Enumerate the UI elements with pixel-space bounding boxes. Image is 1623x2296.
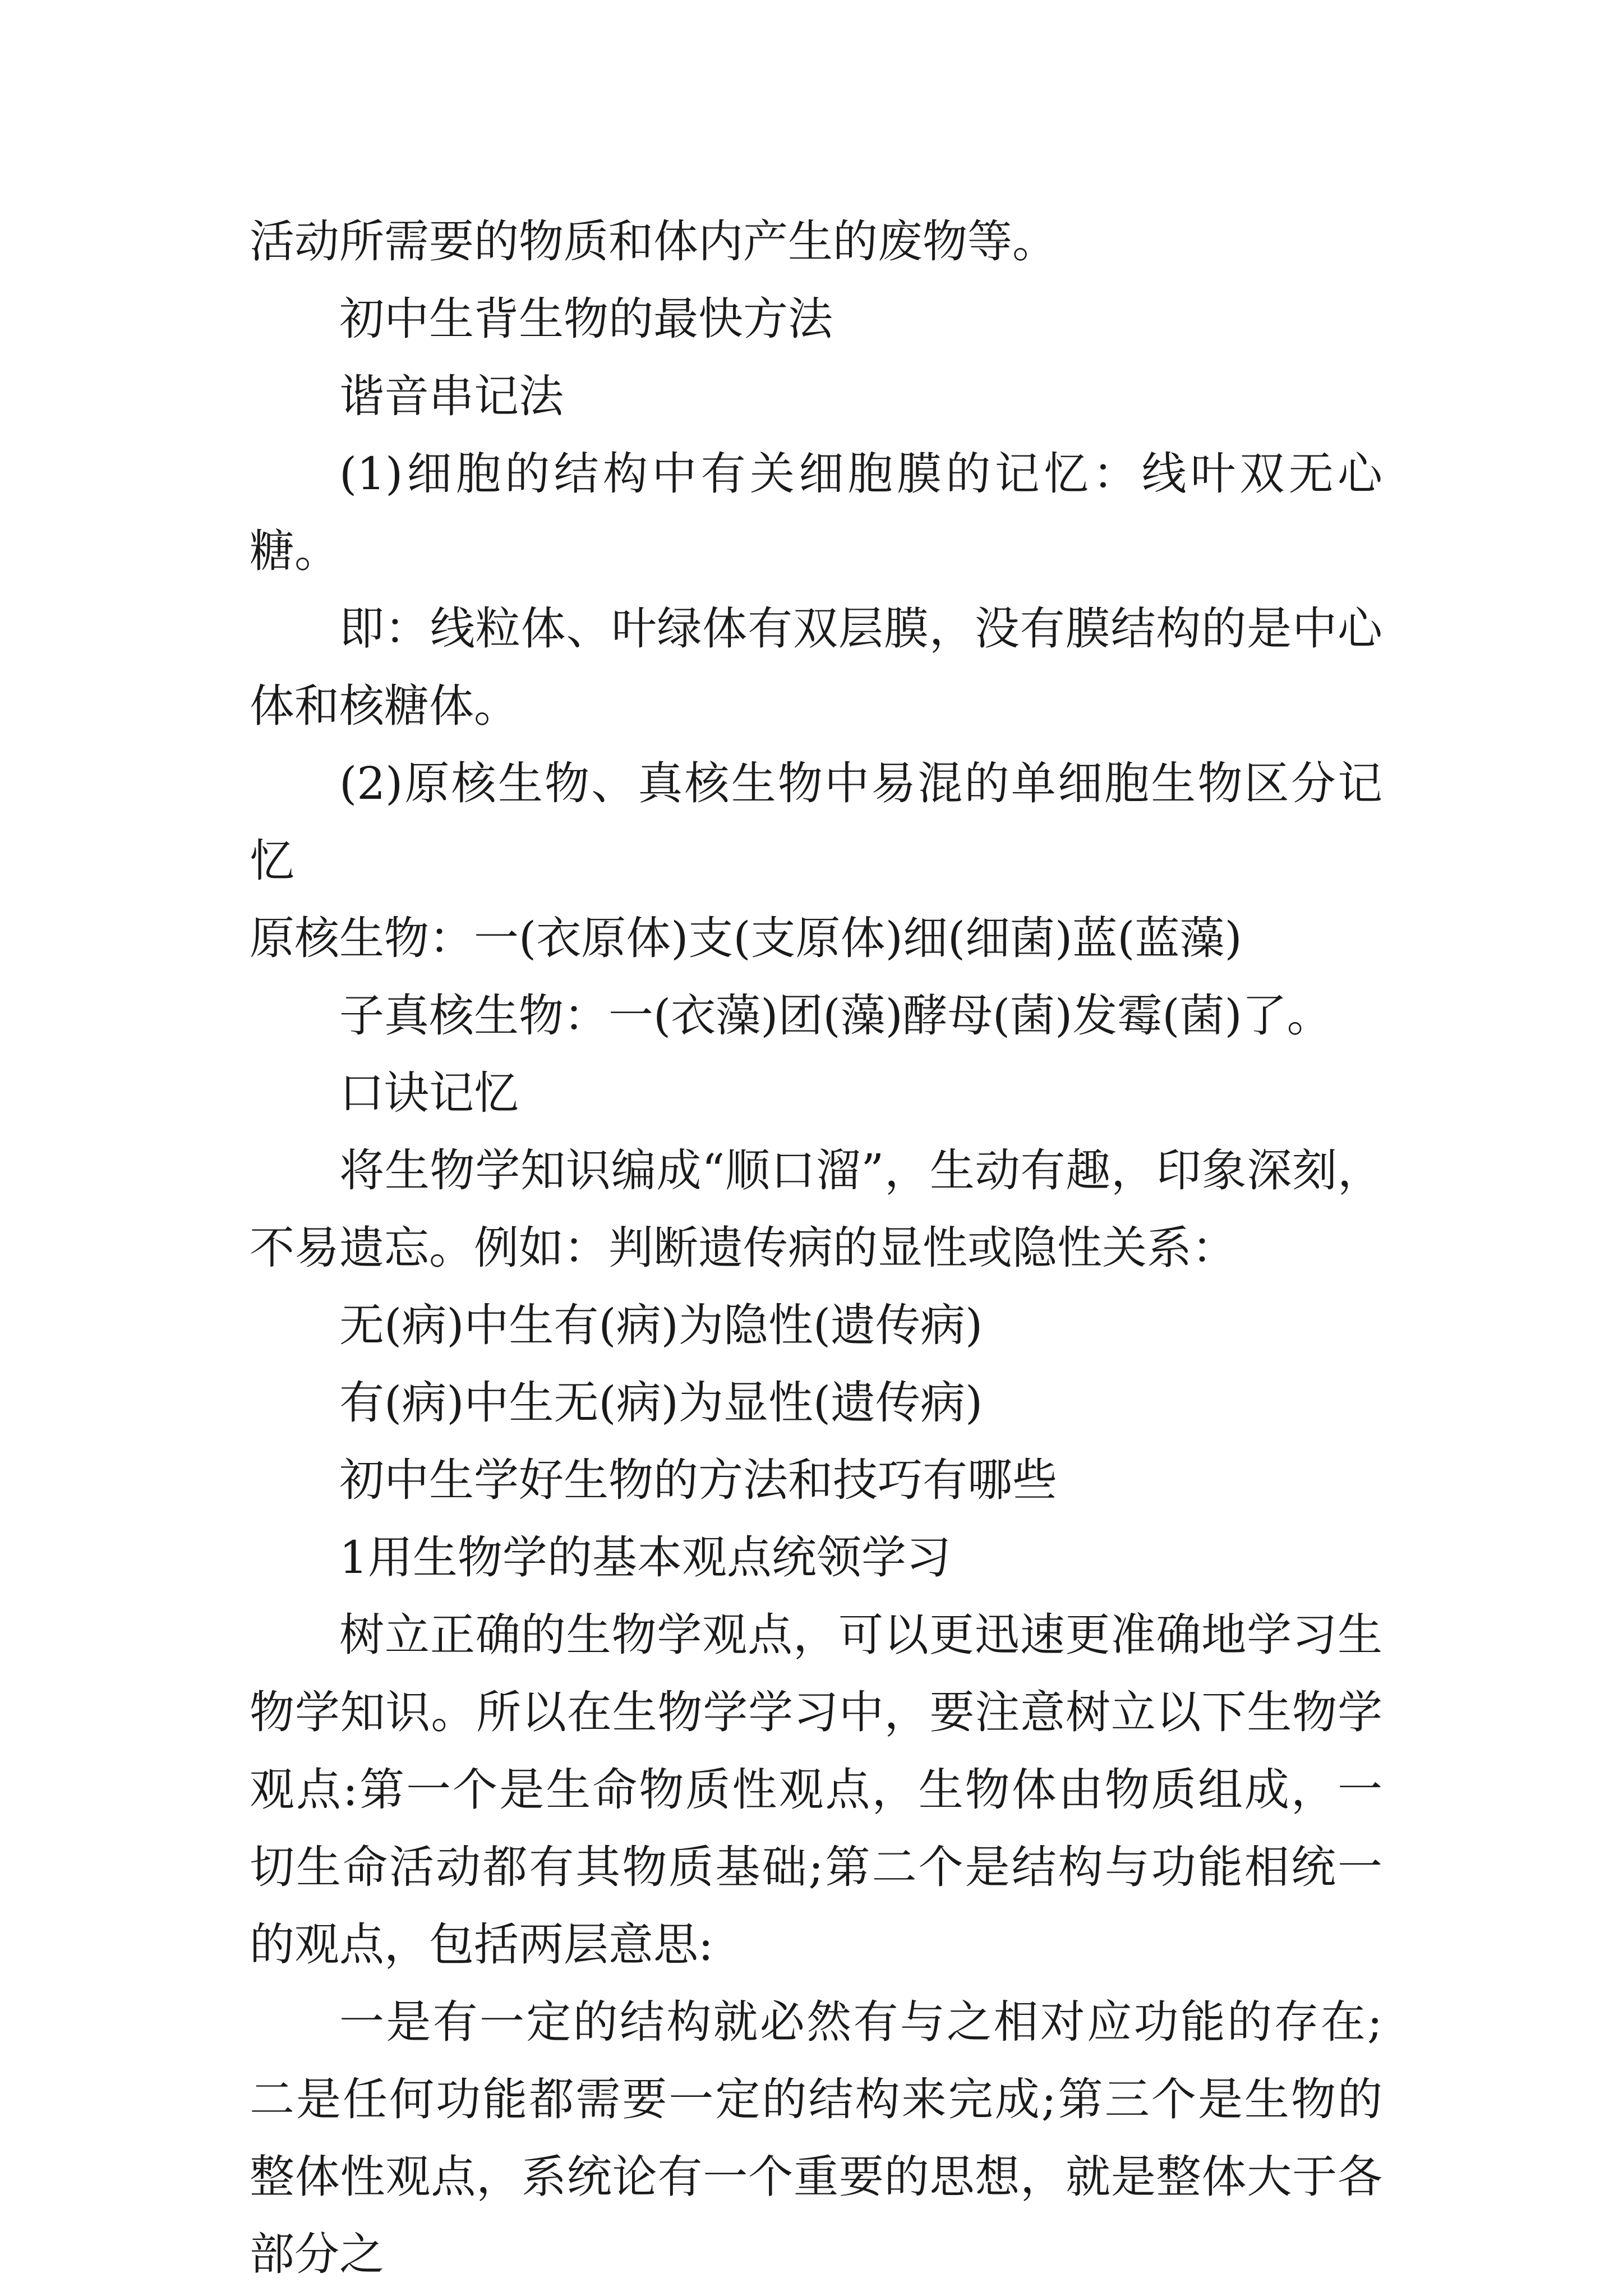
paragraph-recessive: 无(病)中生有(病)为隐性(遗传病) — [339, 1299, 983, 1351]
paragraph-cell-membrane: (1)细胞的结构中有关细胞膜的记忆：线叶双无心糖。 — [250, 448, 1382, 577]
paragraph-rhyme: 将生物学知识编成“顺口溜”，生动有趣，印象深刻，不易遗忘。例如：判断遗传病的显性或隐性关系： — [250, 1144, 1382, 1274]
document-body — [250, 203, 1382, 2293]
paragraph-dominant: 有(病)中生无(病)为显性(遗传病) — [339, 1377, 983, 1429]
paragraph-viewpoints: 树立正确的生物学观点，可以更迅速更准确地学习生物学知识。所以在生物学学习中，要注意树立以下生物学观点:第一个是生命物质性观点，生物体由物质组成，一切生命活动都有其物质基础;第二个是结构与功能相统一的观点，包括两层意思: — [250, 1609, 1382, 1971]
paragraph-prokaryote-list: 原核生物：一(衣原体)支(支原体)细(细菌)蓝(蓝藻) — [250, 912, 1242, 964]
paragraph-eukaryote-list: 子真核生物：一(衣藻)团(藻)酵母(菌)发霉(菌)了。 — [339, 990, 1332, 1042]
heading-basic-viewpoint: 1用生物学的基本观点统领学习 — [339, 1531, 951, 1584]
paragraph-structure-function: 一是有一定的结构就必然有与之相对应功能的存在;二是任何功能都需要一定的结构来完成;第三个是生物的整体性观点，系统论有一个重要的思想，就是整体大于各部分之 — [250, 1996, 1382, 2280]
heading-homophone-method: 谐音串记法 — [339, 370, 564, 422]
paragraph-prokaryote-eukaryote: (2)原核生物、真核生物中易混的单细胞生物区分记忆 — [250, 757, 1382, 887]
heading-mnemonic: 口诀记忆 — [339, 1067, 519, 1119]
paragraph-1: 活动所需要的物质和体内产生的废物等。 — [250, 215, 1057, 268]
heading-study-tips: 初中生学好生物的方法和技巧有哪些 — [339, 1454, 1057, 1506]
paragraph-double-membrane: 即：线粒体、叶绿体有双层膜，没有膜结构的是中心体和核糖体。 — [250, 602, 1382, 732]
heading-fastest-method: 初中生背生物的最快方法 — [339, 293, 833, 345]
